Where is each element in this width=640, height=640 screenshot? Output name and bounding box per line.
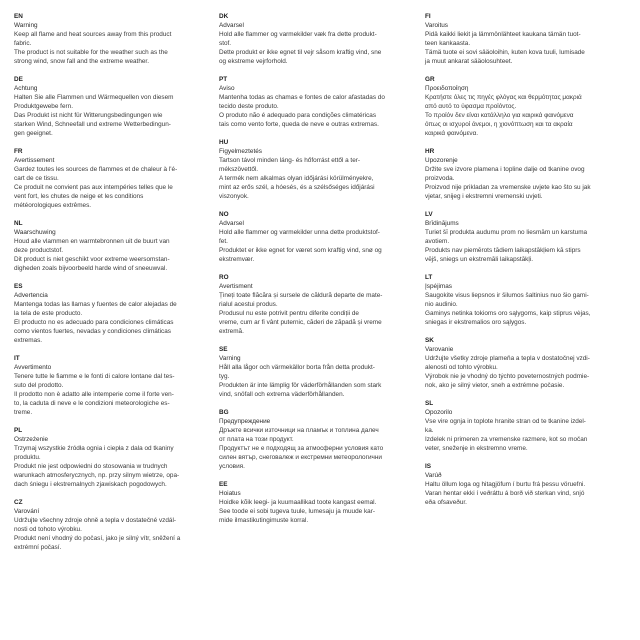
warning-section-es [14,282,212,345]
warning-text-line: rialul acestui produs. [219,301,278,308]
warning-text-line: avotiem. [425,238,450,245]
language-code: HR [425,148,435,155]
warning-text-line: καιρικά φαινόμενα. [425,130,479,137]
warning-text-line: ka. [425,427,434,434]
warning-title: Warning [14,22,38,29]
section-spacer [219,399,415,408]
warning-text-line: Gaminys netinka tokioms oro sąlygoms, kaip stiprus vėjas, [425,310,591,317]
warning-text-line: gen geeignet. [14,130,53,137]
warning-text-line: Das Produkt ist nicht für Witterungsbedingungen wie [14,112,163,119]
warning-section-gr [425,75,626,138]
warning-text-line: vind, snöfall och extrema väderförhållanden. [219,391,345,398]
warning-text-line: Produkt není vhodný do počasí, jako je silný vítr, sněžení a [14,535,181,542]
warning-text-line: mide ilmastikutingimuste korral. [219,517,309,524]
language-code: SL [425,400,434,407]
warning-section-ro [219,273,415,336]
warning-text-line: силен вятър, снеговалеж и екстремни метеорологични [219,454,382,461]
language-code: IS [425,463,432,470]
warning-text-line: nok, ako je silný vietor, sneh a extrémne počasie. [425,382,565,389]
warning-text-line: digheden zoals bijvoorbeeld harde wind of sneeuwval. [14,265,168,272]
warning-text-line: og ekstreme vejrforhold. [219,58,288,65]
warning-text-line: nosti od tohoto výrobku. [14,526,82,533]
language-code: IT [14,355,20,362]
language-code: HU [219,139,229,146]
warning-title: Varování [14,508,40,515]
warning-section-is [425,462,626,507]
warning-text-line: Výrobok nie je vhodný do týchto poveternostných podmie- [425,373,590,380]
language-code: FR [14,148,23,155]
warning-section-lv [425,210,626,264]
warning-text-line: ekstremvær. [219,256,255,263]
warning-section-it [14,354,212,417]
section-spacer [14,345,212,354]
warning-text-line: See toode ei sobi tugeva tuule, lumesaju ja muude kar- [219,508,375,515]
warning-title: Waarschuwing [14,229,56,236]
warning-text-line: Hold alle flammer og varmekilder væk fra dette produkt- [219,31,377,38]
warning-text-line: extremas. [14,337,43,344]
warning-title: Hoiatus [219,490,241,497]
warning-text-line: ja muut ankarat sääolosuhteet. [425,58,513,65]
section-spacer [219,201,415,210]
warning-text-line: fet. [219,238,228,245]
warning-text-line: Izdelek ni primeren za vremenske razmere, kot so močan [425,436,588,443]
section-spacer [425,390,626,399]
warning-text-line: Håll alla lågor och värmekällor borta från detta produkt- [219,364,375,371]
warning-text-line: teen kankaasta. [425,40,471,47]
warning-text-line: Gardez toutes les sources de flammes et de chaleur à l'é- [14,166,178,173]
warning-text-line: eða ofsaveður. [425,499,467,506]
warning-section-en [14,12,212,66]
language-code: DK [219,13,229,20]
language-code: ES [14,283,23,290]
warning-title: Opozorilo [425,409,453,416]
language-code: LT [425,274,433,281]
section-spacer [425,453,626,462]
warning-title: Avertissement [14,157,55,164]
warning-text-line: extrémní počasí. [14,544,62,551]
warning-title: Įspėjimas [425,283,452,290]
warning-text-line: Το προϊόν δεν είναι κατάλληλο για καιρικά φαινόμενα [425,112,574,119]
column-right [425,12,626,507]
language-code: FI [425,13,431,20]
warning-text-line: Halten Sie alle Flammen und Wärmequellen von diesem [14,94,174,101]
section-spacer [14,210,212,219]
warning-text-line: Saugokite visus liepsnos ir šilumos šaltinius nuo šio gami- [425,292,589,299]
warning-text-line: O produto não é adequado para condições climatéricas [219,112,377,119]
warning-text-line: deze productstof. [14,247,64,254]
warning-title: Figyelmeztetés [219,148,262,155]
warning-text-line: produktu. [14,454,41,461]
warning-section-se [219,345,415,399]
warning-text-line: Продуктът не е подходящ за атмосферни условия като [219,445,384,452]
warning-text-line: Produkts nav piemērots tādiem laikapstākļiem kā stiprs [425,247,581,254]
warning-text-line: Produsul nu este potrivit pentru diferite condiții de [219,310,359,317]
section-spacer [14,66,212,75]
warning-text-line: viszonyok. [219,193,249,200]
warning-text-line: como vientos fuertes, nevadas y condiciones climáticas [14,328,172,335]
warning-title: Varning [219,355,241,362]
warning-title: Advertencia [14,292,48,299]
section-spacer [219,264,415,273]
warning-text-line: stof. [219,40,232,47]
warning-text-line: la tela de este producto. [14,310,83,317]
section-spacer [425,138,626,147]
warning-title: Предупреждение [219,418,271,425]
warning-text-line: The product is not suitable for the weather such as the [14,49,168,56]
section-spacer [425,66,626,75]
language-code: DE [14,76,23,83]
warning-text-line: strong wind, snow fall and the extreme weather. [14,58,149,65]
warning-title: Varoitus [425,22,448,29]
warning-text-line: Tämä tuote ei sovi sääoloihin, kuten kova tuuli, lumisade [425,49,585,56]
warning-text-line: Țineți toate flăcăra și sursele de căldură departe de mate- [219,292,383,299]
warning-text-line: Dette produkt er ikke egnet til vejr såsom kraftig vind, sne [219,49,382,56]
warning-text-line: A termék nem alkalmas olyan időjárási körülményekre, [219,175,374,182]
language-code: RO [219,274,229,281]
language-code: SE [219,346,228,353]
warning-text-line: tyg. [219,373,230,380]
warning-text-line: nio audinio. [425,301,458,308]
section-spacer [14,273,212,282]
section-spacer [14,417,212,426]
warning-title: Avvertimento [14,364,52,371]
language-code: LV [425,211,433,218]
warning-text-line: Дръжте всички източници на пламък и топлина далеч [219,427,379,434]
warning-text-line: Hold alle flammer og varmekilder unna dette produktstof- [219,229,380,236]
warning-text-line: Κρατήστε όλες τις πηγές φλόγας και θερμότητας μακριά [425,94,582,101]
warning-section-bg [219,408,415,471]
warning-text-line: tais como vento forte, queda de neve e outras extremas. [219,121,379,128]
warning-text-line: Pidä kaikki liekit ja lämmönlähteet kaukana tämän tuot- [425,31,581,38]
warning-text-line: vjetar, snijeg i ekstremni vremenski uvjeti. [425,193,543,200]
warning-text-line: veter, sneženje in ekstremno vreme. [425,445,528,452]
warning-text-line: Produktgewebe fern. [14,103,73,110]
language-code: NL [14,220,23,227]
warning-text-line: Produkten är inte lämplig för väderförhållanden som stark [219,382,382,389]
warning-section-pl [14,426,212,489]
warning-text-line: proizvoda. [425,175,455,182]
language-code: PL [14,427,23,434]
warning-text-line: starken Wind, Schneefall und extreme Wetterbedingun- [14,121,171,128]
warning-text-line: από αυτό το ύφασμα προϊόντος. [425,103,517,110]
warning-title: Avertisment [219,283,253,290]
column-left [14,12,212,552]
warning-text-line: treme. [14,409,33,416]
warning-title: Ostrzeżenie [14,436,49,443]
warning-text-line: vent fort, les chutes de neige et les conditions [14,193,144,200]
warning-text-line: Haltu öllum loga og hitagjöfum í burtu frá þessu vöruefni. [425,481,586,488]
warning-section-hu [219,138,415,201]
warning-text-line: Produkt nie jest odpowiedni do stosowania w trudnych [14,463,168,470]
warning-section-de [14,75,212,138]
language-code: SK [425,337,434,344]
language-code: PT [219,76,228,83]
warning-text-line: Proizvod nije prikladan za vremenske uvjete kao što su jak [425,184,591,191]
warning-text-line: warunkach atmosferycznych, np. przy silnym wietrze, opa- [14,472,180,479]
warning-text-line: Držite sve izvore plamena i topline dalje od tkanine ovog [425,166,585,173]
section-spacer [219,66,415,75]
warning-section-lt [425,273,626,327]
warning-text-line: El producto no es adecuado para condiciones climáticas [14,319,174,326]
warning-text-line: όπως οι ισχυροί άνεμοι, η χιονόπτωση και τα ακραία [425,121,573,128]
warning-section-pt [219,75,415,129]
warning-section-dk [219,12,415,66]
warning-text-line: условия. [219,463,245,470]
warning-text-line: Hoidke kõik leegi- ja kuumaallikad toote kangast eemal. [219,499,377,506]
warning-text-line: Keep all flame and heat sources away from this product [14,31,172,38]
warning-text-line: tecido deste produto. [219,103,279,110]
warning-section-sl [425,399,626,453]
warning-text-line: to, la caduta di neve e le condizioni meteorologiche es- [14,400,170,407]
warning-title: Varovanie [425,346,454,353]
warning-text-line: dach śniegu i ekstremalnych zjawiskach pogodowych. [14,481,167,488]
warning-section-nl [14,219,212,273]
warning-section-hr [425,147,626,201]
warning-title: Upozorenje [425,157,458,164]
warning-text-line: Ce produit ne convient pas aux intempéries telles que le [14,184,173,191]
warning-text-line: Mantenga todas las llamas y fuentes de calor alejadas de [14,301,177,308]
section-spacer [14,138,212,147]
warning-title: Advarsel [219,220,244,227]
warning-section-sk [425,336,626,390]
language-code: EN [14,13,23,20]
column-middle [219,12,415,525]
warning-text-line: Udržujte všetky zdroje plameňa a tepla v dostatočnej vzdi- [425,355,590,362]
warning-text-line: météorologiques extrêmes. [14,202,92,209]
warning-title: Achtung [14,85,38,92]
warning-section-ee [219,480,415,525]
warning-text-line: Turiet šī produkta audumu prom no liesmām un karstuma [425,229,588,236]
section-spacer [219,129,415,138]
warning-text-line: extremă. [219,328,244,335]
section-spacer [425,264,626,273]
warning-text-line: Mantenha todas as chamas e fontes de calor afastadas do [219,94,385,101]
warning-title: Varúð [425,472,442,479]
section-spacer [425,201,626,210]
warning-text-line: Vse vire ognja in toplote hranite stran od te tkanine izdel- [425,418,586,425]
warning-text-line: Udržujte všechny zdroje ohně a tepla v dostatečné vzdál- [14,517,176,524]
warning-title: Advarsel [219,22,244,29]
warning-title: Brīdinājums [425,220,459,227]
warning-text-line: Tenere tutte le fiamme e le fonti di calore lontane dal tes- [14,373,175,380]
warning-text-line: Houd alle vlammen en warmtebronnen uit de buurt van [14,238,170,245]
warning-title: Aviso [219,85,235,92]
warning-text-line: Trzymaj wszystkie źródła ognia i ciepła z dala od tkaniny [14,445,174,452]
warning-section-cz [14,498,212,552]
warning-text-line: Varan hentar ekki í veðráttu á borð við sterkan vind, snjó [425,490,585,497]
warning-section-fi [425,12,626,66]
warning-text-line: suto del prodotto. [14,382,64,389]
section-spacer [219,336,415,345]
warning-text-line: от плата на този продукт. [219,436,294,443]
warning-text-line: Produktet er ikke egnet for været som kraftig vind, snø og [219,247,382,254]
warning-text-line: Tartson távol minden láng- és hőforrást ettől a ter- [219,157,361,164]
warning-title: Προειδοποίηση [425,85,469,92]
section-spacer [425,327,626,336]
warning-section-fr [14,147,212,210]
warning-text-line: alenosti od tohto výrobku. [425,364,498,371]
warning-text-line: Il prodotto non è adatto alle intemperie come il forte ven- [14,391,174,398]
section-spacer [219,471,415,480]
warning-text-line: cart de ce tissu. [14,175,59,182]
language-code: NO [219,211,229,218]
warning-text-line: Dit product is niet geschikt voor extreme weersomstan- [14,256,170,263]
language-code: EE [219,481,228,488]
warning-text-line: sniegas ir ekstremalios oro sąlygos. [425,319,527,326]
language-code: CZ [14,499,23,506]
language-code: GR [425,76,435,83]
warning-text-line: vējš, sniegs un ekstremāli laikapstākļi. [425,256,533,263]
warning-text-line: mékszövettől. [219,166,259,173]
section-spacer [14,489,212,498]
language-code: BG [219,409,229,416]
warning-text-line: fabric. [14,40,32,47]
warning-text-line: mint az erős szél, a hóesés, és a szélsőséges időjárási [219,184,375,191]
warning-text-line: vreme, cum ar fi vânt puternic, căderi de zăpadă și vreme [219,319,382,326]
warning-section-no [219,210,415,264]
